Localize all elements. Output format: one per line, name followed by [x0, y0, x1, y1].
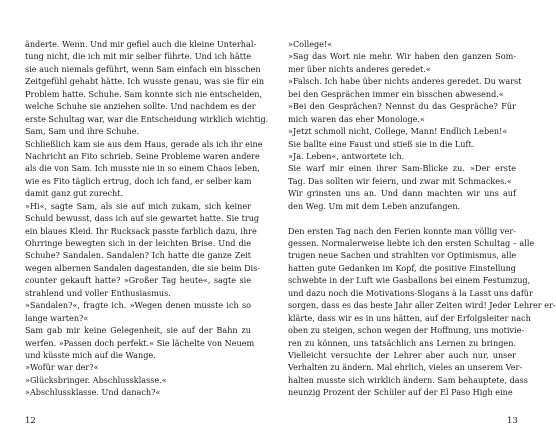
text-line: lange warten?« — [25, 312, 89, 323]
text-line: Zeitgefühl gehabt hätte. Ich wusste genau, was sie für ein — [25, 76, 265, 87]
text-line: Problem hatte. Schuhe. Sam konnte sich nie entscheiden, — [25, 88, 263, 99]
text-line: als die von Sam. Ich musste nie in so einem Chaos leben, — [25, 163, 260, 174]
text-line: halten musste sich wirklich ändern. Sam behauptete, dass — [288, 374, 528, 385]
left-page-number: 12 — [25, 416, 36, 426]
text-line: schwebte in der Luft wie Gasballons bei einem Festumzug, — [288, 275, 531, 286]
text-line: strahlend und voller Enthusiasmus. — [25, 287, 171, 298]
text-line: »Ja. Leben«, antwortete ich. — [288, 150, 405, 161]
text-line: bei den Gesprächen immer ein bisschen abwesend.« — [288, 88, 504, 99]
text-line: Sam, Sam und ihre Schuhe. — [25, 126, 140, 137]
text-line: Wir grinsten uns an. Und dann machten wir uns auf — [288, 188, 516, 199]
text-line: Sie ballte eine Faust und stieß sie in die Luft. — [288, 138, 475, 149]
right-page — [288, 38, 556, 399]
text-line: Tag. Das sollten wir feiern, und zwar mit Schmackes.« — [288, 175, 512, 186]
text-line: klärte, dass wir es in uns hätten, auf der Erfolgsleiter nach — [288, 312, 531, 323]
text-line: werfen. »Passen doch perfekt.« Sie lächelte von Neuem — [25, 337, 255, 348]
text-line: sie auch niemals geführt, wenn Sam einfach ein bisschen — [25, 63, 261, 74]
text-line: Nachricht an Fito schrieb. Seine Probleme waren andere — [25, 150, 260, 161]
text-line: Verhalten zu ändern. Mal ehrlich, vieles an unserem Ver- — [288, 362, 523, 373]
text-line: hatten gute Gedanken im Kopf, die positive Einstellung — [288, 262, 516, 273]
text-line: den Weg. Um mit dem Leben anzufangen. — [288, 200, 461, 211]
text-line: neunzig Prozent der Schüler auf der El Paso High eine — [288, 387, 513, 398]
text-line: »Bei den Gesprächen? Nennst du das Gespräche? Für — [288, 101, 516, 112]
text-line: ein blaues Kleid. Ihr Rucksack passte farblich dazu, ihre — [25, 225, 257, 236]
text-line: »Sandalen?«, fragte ich. »Wegen denen musste ich so — [25, 300, 251, 311]
text-line: tung nicht, die ich mit mir selber führte. Und ich hätte — [25, 51, 251, 62]
text-line: und küsste mich auf die Wange. — [25, 349, 156, 360]
text-line: »Glücksbringer. Abschlussklasse.« — [25, 374, 167, 385]
text-line: ren zu können, uns tatsächlich ans Lernen zu bringen. — [288, 337, 516, 348]
left-page — [25, 38, 269, 399]
text-line: und dazu noch die Motivations-Slogans à la Lasst uns dafür — [288, 287, 533, 298]
text-line: erste Schultag war, war die Entscheidung wirklich wichtig. — [25, 113, 269, 124]
text-line: Ohrringe bewegten sich in der leichten Brise. Und die — [25, 238, 251, 248]
text-line: mich waren das eher Monologe.« — [288, 113, 425, 124]
text-line: oben zu steigen, schon wegen der Hoffnung, uns motivie- — [288, 325, 525, 336]
text-line: wie es Fito täglich ertrug, doch ich fand, er selber kam — [25, 175, 252, 186]
text-line: Schuld bewusst, dass ich auf sie gewartet hatte. Sie trug — [25, 213, 260, 224]
text-line: damit ganz gut zurecht. — [25, 188, 124, 199]
text-line: »Abschlussklasse. Und danach?« — [25, 387, 161, 398]
text-line: »Falsch. Ich habe über nichts anderes geredet. Du warst — [288, 76, 522, 87]
paragraph-gap — [288, 212, 516, 224]
text-line: trugen neue Sachen und strahlten vor Optimismus, alle — [288, 250, 517, 261]
text-line: »Jetzt schmoll nicht, College, Mann! Endlich Leben!« — [288, 126, 508, 137]
right-page-number: 13 — [507, 416, 518, 426]
text-line: Schuhe? Sandalen. Sandalen? Ich hatte die ganze Zeit — [25, 250, 251, 261]
text-line: gessen. Normalerweise liebte ich den ersten Schultag – alle — [288, 238, 535, 248]
text-line: mer über nichts anderes geredet.« — [288, 63, 431, 74]
text-line: »Hi«, sagte Sam, als sie auf mich zukam, sich keiner — [25, 200, 251, 211]
text-line: sorgen, dass es das beste Jahr aller Zeiten wird! Jeder Lehrer er- — [288, 300, 556, 311]
text-line: änderte. Wenn. Und mir gefiel auch die kleine Unterhal- — [25, 39, 257, 49]
text-line: Sam gab mir keine Gelegenheit, sie auf der Bahn zu — [25, 325, 251, 336]
text-line: Den ersten Tag nach den Ferien konnte man völlig ver- — [288, 225, 516, 236]
text-line: wegen albernen Sandalen dagestanden, die sie beim Dis- — [25, 262, 261, 273]
text-line: Schließlich kam sie aus dem Haus, gerade als ich ihr eine — [25, 138, 263, 149]
text-line: counter gekauft hatte? »Großer Tag heute«, sagte sie — [25, 275, 251, 286]
text-line: »College!« — [288, 39, 333, 49]
text-line: Sie warf mir einen ihrer Sam-Blicke zu. »Der erste — [288, 163, 516, 174]
text-line: welche Schuhe sie anziehen sollte. Und nachdem es der — [25, 101, 256, 112]
text-line: »Sag das Wort nie mehr. Wir haben den ganzen Som- — [288, 51, 516, 62]
text-line: Vielleicht versuchte der Lehrer aber auch nur, unser — [288, 349, 516, 360]
text-line: »Wofür war der?« — [25, 362, 99, 373]
